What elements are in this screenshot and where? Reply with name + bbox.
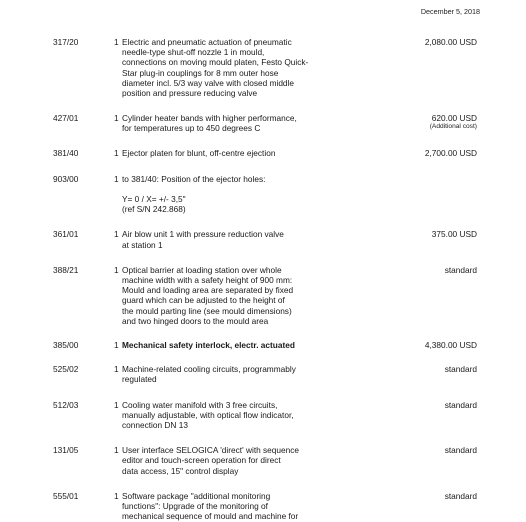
description-line: the mould parting line (see mould dimensions) [122,305,292,316]
description-line: Air blow unit 1 with pressure reduction valve [122,229,284,240]
item-description [122,174,337,215]
item-price [445,364,477,374]
item-quantity: 1 [114,173,119,184]
price-value: 375.00 USD [431,229,477,240]
description-line: Y= 0 / X= +/- 3,5" [122,194,186,205]
item-quantity: 1 [114,229,119,240]
item-code: 555/01 [53,490,79,501]
price-value: 2,080.00 USD [424,37,477,47]
line-item-9 [0,445,526,476]
document-date: December 5, 2018 [420,7,480,16]
description-line: Machine-related cooling circuits, programmably [122,364,296,375]
item-description [122,265,337,326]
item-quantity: 1 [114,37,119,47]
description-line: functions": Upgrade of the monitoring of [122,501,268,512]
line-items [0,37,526,522]
price-value: 4,380.00 USD [424,340,477,351]
item-quantity: 1 [114,264,119,275]
description-line: and two hinged doors to the mould area [122,315,269,326]
item-code: 361/01 [53,229,79,240]
line-item-7 [0,364,526,384]
item-quantity: 1 [114,445,119,456]
item-code: 317/20 [53,37,79,47]
item-code: 512/03 [53,399,79,410]
description-line: connections on moving mould platen, Festo Quick- [122,57,309,68]
price-value: 2,700.00 USD [424,147,477,158]
description-line: User interface SELOGICA 'direct' with sequence [122,445,300,456]
item-description [122,445,337,476]
price-value: standard [444,490,477,501]
description-line: Software package "additional monitoring [122,490,271,501]
item-price [445,445,477,455]
description-line: diameter incl. 5/3 way valve with closed middle [122,77,295,88]
price-value: standard [444,364,477,375]
description-line: Electric and pneumatic actuation of pneumatic [122,37,292,47]
item-description [122,491,337,522]
item-price [445,400,477,410]
item-price [425,37,477,47]
description-line: machine width with a safety height of 900 mm: [122,275,293,286]
line-item-2 [0,148,526,158]
item-description [122,400,337,431]
item-description [122,340,337,350]
item-price [445,265,477,275]
item-quantity: 1 [114,340,119,351]
item-price [432,229,477,239]
item-code: 388/21 [53,264,79,275]
item-code: 903/00 [53,173,79,184]
item-code: 381/40 [53,147,79,158]
item-quantity: 1 [114,113,119,124]
line-item-1 [0,113,526,133]
line-item-5 [0,265,526,326]
description-line: Cylinder heater bands with higher performance, [122,113,297,124]
item-code: 385/00 [53,340,79,351]
description-line: Cooling water manifold with 3 free circuits, [122,399,278,410]
description-line: position and pressure reducing valve [122,88,258,99]
line-item-8 [0,400,526,431]
item-description [122,37,337,98]
item-description [122,229,337,249]
description-line: (ref S/N 242.868) [122,204,186,215]
item-price [425,340,477,350]
description-line: needle-type shut-off nozzle 1 in mould, [122,47,265,58]
description-line: guard which can be adjusted to the height of [122,295,285,306]
item-quantity: 1 [114,399,119,410]
line-item-0 [0,37,526,98]
description-line: mechanical sequence of mould and machine for [122,511,299,522]
description-line: editor and touch-screen operation for direct [122,455,281,466]
item-quantity: 1 [114,364,119,375]
item-description [122,364,337,384]
price-note: (Additional cost) [429,123,477,131]
description-line: Optical barrier at loading station over whole [122,264,282,275]
description-line: Mechanical safety interlock, electr. actuated [122,340,295,351]
item-description [122,113,337,133]
item-price [430,113,477,131]
description-line: at station 1 [122,239,163,250]
price-value: standard [444,264,477,275]
line-item-10 [0,491,526,522]
description-line: Star plug-in couplings for 8 mm outer hose [122,67,279,78]
description-line: connection DN 13 [122,420,188,431]
item-quantity: 1 [114,490,119,501]
line-item-6 [0,340,526,350]
description-line: data access, 15" control display [122,465,239,476]
description-spacer [122,184,337,194]
description-line: for temperatures up to 450 degrees C [122,123,261,134]
item-code: 131/05 [53,445,79,456]
line-item-4 [0,229,526,249]
description-line: Mould and loading area are separated by fixed [122,285,294,296]
item-price [425,148,477,158]
price-value: 620.00 USD [431,113,477,124]
line-item-3 [0,174,526,215]
price-value: standard [444,445,477,456]
item-quantity: 1 [114,147,119,158]
description-line: Ejector platen for blunt, off-centre ejection [122,147,276,158]
description-line: to 381/40: Position of the ejector holes: [122,173,266,184]
item-price [445,491,477,501]
description-line: regulated [122,374,157,385]
item-code: 427/01 [53,113,79,124]
item-description [122,148,337,158]
description-line: manually adjustable, with optical flow indicator, [122,409,294,420]
item-code: 525/02 [53,364,79,375]
price-value: standard [444,399,477,410]
